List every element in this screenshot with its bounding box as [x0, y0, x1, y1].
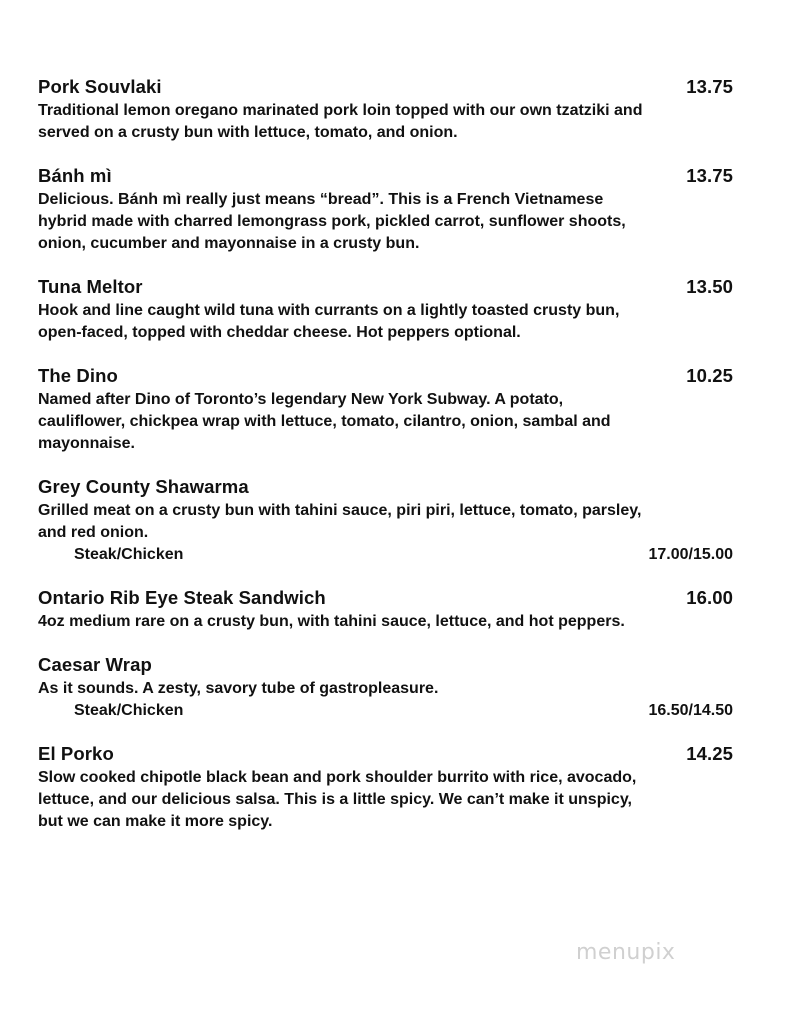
menu-item-banh-mi — [38, 165, 733, 255]
item-description: Delicious. Bánh mì really just means “bread”. This is a French Vietnamese hybrid made with charred lemongrass pork, pickled carrot, sunflower shoots, onion, cucumber and mayonnaise in a crusty bun. — [38, 191, 626, 252]
item-description: Named after Dino of Toronto’s legendary New York Subway. A potato, cauliflower, chickpea wrap with lettuce, tomato, cilantro, onion, sambal and mayonnaise. — [38, 391, 611, 452]
menu-item-pork-souvlaki — [38, 76, 733, 144]
item-name: Ontario Rib Eye Steak Sandwich — [38, 587, 326, 608]
item-name: Pork Souvlaki — [38, 76, 162, 97]
option-price: 17.00/15.00 — [648, 546, 733, 563]
item-option-row — [38, 700, 733, 722]
item-description: Slow cooked chipotle black bean and pork shoulder burrito with rice, avocado, lettuce, and our delicious salsa. This is a little spicy. We can’t make it unspicy, but we can make it more spicy. — [38, 769, 637, 830]
item-price: 13.75 — [686, 76, 733, 97]
item-name: Tuna Meltor — [38, 276, 143, 297]
item-header — [38, 587, 733, 611]
option-price: 16.50/14.50 — [648, 702, 733, 719]
item-description: 4oz medium rare on a crusty bun, with tahini sauce, lettuce, and hot peppers. — [38, 613, 625, 630]
menu-list — [38, 76, 733, 854]
option-label: Steak/Chicken — [74, 702, 184, 719]
item-price: 14.25 — [686, 743, 733, 764]
menu-item-caesar-wrap — [38, 654, 733, 722]
item-name: El Porko — [38, 743, 114, 764]
item-name: Caesar Wrap — [38, 654, 152, 675]
item-name: Grey County Shawarma — [38, 476, 249, 497]
menu-item-the-dino — [38, 365, 733, 455]
item-header — [38, 476, 733, 500]
item-header — [38, 165, 733, 189]
item-price: 13.75 — [686, 165, 733, 186]
item-description: Grilled meat on a crusty bun with tahini sauce, piri piri, lettuce, tomato, parsley, and red onion. — [38, 502, 642, 541]
item-header — [38, 76, 733, 100]
watermark-logo: menupix — [576, 940, 676, 965]
item-option-row — [38, 544, 733, 566]
menu-item-ontario-rib-eye — [38, 587, 733, 633]
option-label: Steak/Chicken — [74, 546, 184, 563]
item-price: 16.00 — [686, 587, 733, 608]
item-description: As it sounds. A zesty, savory tube of gastropleasure. — [38, 680, 439, 697]
menu-item-tuna-meltor — [38, 276, 733, 344]
item-description: Traditional lemon oregano marinated pork loin topped with our own tzatziki and served on a crusty bun with lettuce, tomato, and onion. — [38, 102, 643, 141]
menu-item-grey-county-shawarma — [38, 476, 733, 566]
item-header — [38, 743, 733, 767]
item-header — [38, 654, 733, 678]
menu-item-el-porko — [38, 743, 733, 833]
item-header — [38, 276, 733, 300]
item-name: The Dino — [38, 365, 118, 386]
item-price: 10.25 — [686, 365, 733, 386]
item-description: Hook and line caught wild tuna with currants on a lightly toasted crusty bun, open-faced, topped with cheddar cheese. Hot peppers optional. — [38, 302, 620, 341]
item-header — [38, 365, 733, 389]
item-name: Bánh mì — [38, 165, 112, 186]
item-price: 13.50 — [686, 276, 733, 297]
